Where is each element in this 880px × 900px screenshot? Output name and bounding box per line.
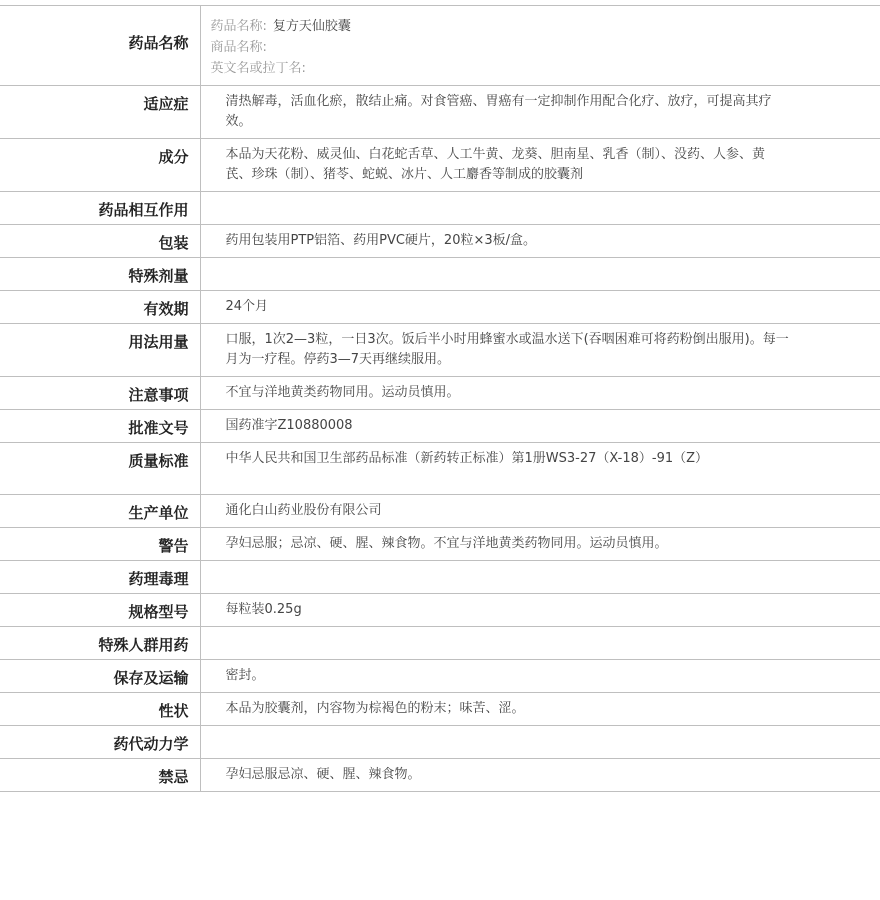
row-label: 特殊剂量 [128, 267, 189, 285]
table-row-shelf-life [0, 291, 880, 324]
row-label: 药理毒理 [128, 570, 189, 588]
row-label: 注意事项 [128, 386, 189, 404]
row-label: 适应症 [143, 95, 189, 113]
trade-name-key: 商品名称: [210, 40, 267, 55]
drug-info-table [0, 5, 880, 792]
latin-name-line [211, 58, 871, 79]
table-row-specification [0, 594, 880, 627]
row-label-cell [0, 6, 200, 86]
table-row-contraindications [0, 759, 880, 792]
table-row-packaging [0, 225, 880, 258]
row-label: 药品相互作用 [98, 201, 189, 219]
table-row-manufacturer [0, 495, 880, 528]
row-label: 质量标准 [128, 452, 189, 470]
row-value: 本品为天花粉、威灵仙、白花蛇舌草、人工牛黄、龙葵、胆南星、乳香（制）、没药、人参、黄芪、珍珠（制）、猪苓、蛇蜕、冰片、人工麝香等制成的胶囊剂 [225, 147, 766, 182]
trade-name-line [211, 37, 871, 58]
row-value: 国药准字Z10880008 [225, 418, 353, 433]
table-row-storage [0, 660, 880, 693]
row-value-cell [200, 6, 880, 86]
table-row-warning [0, 528, 880, 561]
row-label: 禁忌 [158, 768, 189, 786]
table-row-approval-number [0, 410, 880, 443]
row-value [201, 192, 880, 204]
row-value: 通化白山药业股份有限公司 [225, 503, 382, 518]
row-value [201, 561, 880, 573]
row-value: 密封。 [225, 668, 265, 683]
generic-name-value: 复方天仙胶囊 [272, 19, 351, 34]
row-value: 每粒装0.25g [225, 602, 302, 617]
table-row-pharmacology [0, 561, 880, 594]
row-label: 药代动力学 [113, 735, 189, 753]
row-value: 口服，1次2—3粒，一日3次。饭后半小时用蜂蜜水或温水送下(吞咽困难可将药粉倒出服用)。每一月为一疗程。停药3—7天再继续服用。 [225, 332, 789, 367]
row-value: 孕妇忌服忌凉、硬、腥、辣食物。 [225, 767, 421, 782]
row-label: 批准文号 [128, 419, 189, 437]
row-value: 清热解毒，活血化瘀，散结止痛。对食管癌、胃癌有一定抑制作用配合化疗、放疗，可提高其疗效。 [225, 94, 772, 129]
row-value [201, 627, 880, 639]
row-label: 保存及运输 [113, 669, 189, 687]
row-label: 包装 [158, 234, 189, 252]
generic-name-key: 药品名称: [210, 19, 267, 34]
row-label: 成分 [158, 148, 189, 166]
generic-name-line [211, 16, 871, 37]
table-row-ingredients [0, 139, 880, 192]
row-value [201, 726, 880, 738]
table-row-pharmacokinetics [0, 726, 880, 759]
row-label: 特殊人群用药 [98, 636, 189, 654]
row-value: 中华人民共和国卫生部药品标准（新药转正标准）第1册WS3-27（X-18）-91（Z） [225, 451, 709, 466]
row-label: 用法用量 [128, 333, 189, 351]
row-label: 有效期 [143, 300, 189, 318]
row-label: 药品名称 [128, 34, 189, 52]
row-label: 规格型号 [128, 603, 189, 621]
row-value: 药用包装用PTP铝箔、药用PVC硬片，20粒×3板/盒。 [225, 233, 537, 248]
row-label: 性状 [158, 702, 189, 720]
row-value: 本品为胶囊剂，内容物为棕褐色的粉末；味苦、涩。 [225, 701, 525, 716]
latin-name-key: 英文名或拉丁名: [210, 61, 306, 76]
row-value: 24个月 [225, 299, 269, 314]
table-row-special-population [0, 627, 880, 660]
table-row-special-dosage [0, 258, 880, 291]
row-value: 不宜与洋地黄类药物同用。运动员慎用。 [225, 385, 460, 400]
row-value: 孕妇忌服；忌凉、硬、腥、辣食物。不宜与洋地黄类药物同用。运动员慎用。 [225, 536, 668, 551]
table-row-precautions [0, 377, 880, 410]
table-row-quality-standard [0, 443, 880, 495]
row-value [201, 258, 880, 270]
row-label: 警告 [158, 537, 189, 555]
table-row-description [0, 693, 880, 726]
table-row-dosage [0, 324, 880, 377]
table-row-interactions [0, 192, 880, 225]
row-label: 生产单位 [128, 504, 189, 522]
table-row-indications [0, 86, 880, 139]
table-row-drug-name [0, 6, 880, 86]
